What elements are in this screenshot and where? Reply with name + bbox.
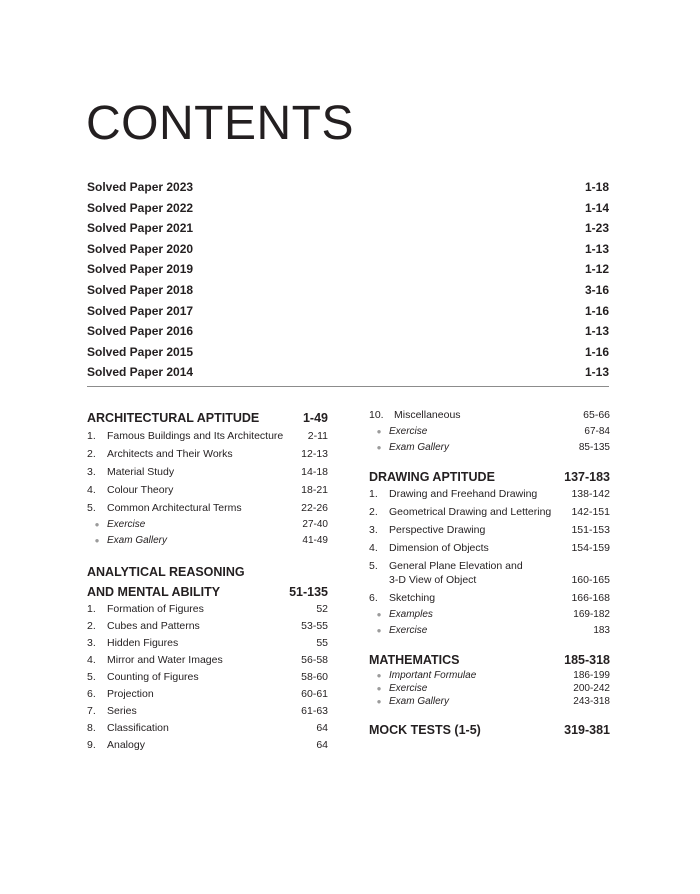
sub-item[interactable] xyxy=(87,517,328,533)
list-item[interactable] xyxy=(369,487,610,505)
section-title: AND MENTAL ABILITY xyxy=(87,585,221,599)
item-pages: 160-165 xyxy=(571,574,610,586)
item-pages: 166-168 xyxy=(571,592,610,604)
solved-paper-pages: 1-23 xyxy=(584,221,609,236)
solved-paper-label: Solved Paper 2015 xyxy=(87,344,194,359)
item-pages: 142-151 xyxy=(571,506,610,518)
section-title: MATHEMATICS xyxy=(369,653,460,667)
list-item[interactable] xyxy=(87,602,328,619)
item-number: 9. xyxy=(87,739,96,751)
bullet-icon: ● xyxy=(376,671,382,680)
item-pages: 2-11 xyxy=(307,430,328,442)
list-item-continued[interactable] xyxy=(369,573,610,591)
solved-paper-label: Solved Paper 2014 xyxy=(87,365,194,380)
item-pages: 14-18 xyxy=(301,466,328,478)
sub-item-label: Exam Gallery xyxy=(389,696,450,707)
solved-paper-pages: 1-14 xyxy=(584,200,609,215)
solved-paper-row[interactable] xyxy=(87,177,609,198)
solved-paper-pages: 1-13 xyxy=(584,241,609,256)
item-pages: 65-66 xyxy=(583,409,610,421)
list-item[interactable] xyxy=(369,408,610,424)
bullet-icon: ● xyxy=(376,610,382,619)
sub-item-pages: 200-242 xyxy=(573,683,610,694)
bullet-icon: ● xyxy=(94,535,100,545)
item-label: Counting of Figures xyxy=(107,671,199,683)
section-heading-drawing[interactable] xyxy=(369,469,610,486)
list-item[interactable] xyxy=(87,670,328,687)
item-number: 6. xyxy=(87,688,96,700)
section-divider xyxy=(87,386,609,387)
item-label: Architects and Their Works xyxy=(107,448,233,460)
item-label: Cubes and Patterns xyxy=(107,620,200,632)
item-pages: 61-63 xyxy=(301,705,328,717)
sub-item-pages: 243-318 xyxy=(573,696,610,707)
sub-item[interactable] xyxy=(87,533,328,549)
page-title: CONTENTS xyxy=(86,97,354,150)
item-label: Projection xyxy=(107,688,154,700)
item-label: Common Architectural Terms xyxy=(107,502,242,514)
item-number: 1. xyxy=(369,488,378,500)
item-pages: 55 xyxy=(316,637,328,649)
item-number: 3. xyxy=(87,637,96,649)
sub-item-pages: 67-84 xyxy=(584,426,610,437)
solved-paper-pages: 1-13 xyxy=(584,324,609,339)
bullet-icon: ● xyxy=(376,697,382,706)
sub-item[interactable] xyxy=(369,695,610,708)
list-item[interactable] xyxy=(87,501,328,517)
item-label: 3-D View of Object xyxy=(389,574,477,586)
item-label: Colour Theory xyxy=(107,484,174,496)
section-heading-mathematics[interactable] xyxy=(369,652,610,669)
item-number: 8. xyxy=(87,722,96,734)
sub-item-label: Exercise xyxy=(107,519,146,530)
item-pages: 64 xyxy=(316,739,328,751)
item-pages: 64 xyxy=(316,722,328,734)
list-item[interactable] xyxy=(87,653,328,670)
item-pages: 52 xyxy=(316,603,328,615)
solved-paper-label: Solved Paper 2022 xyxy=(87,200,194,215)
left-column xyxy=(87,408,328,755)
item-label: Hidden Figures xyxy=(107,637,179,649)
item-pages: 151-153 xyxy=(571,524,610,536)
list-item[interactable] xyxy=(87,738,328,755)
item-number: 5. xyxy=(87,671,96,683)
list-item[interactable] xyxy=(87,704,328,721)
solved-paper-row[interactable] xyxy=(87,259,609,280)
sub-item-label: Exercise xyxy=(389,683,428,694)
sub-item[interactable] xyxy=(369,607,610,623)
solved-paper-label: Solved Paper 2018 xyxy=(87,282,194,297)
item-number: 2. xyxy=(369,506,378,518)
item-pages: 22-26 xyxy=(301,502,328,514)
item-label: Miscellaneous xyxy=(394,409,461,421)
solved-paper-row[interactable] xyxy=(87,198,609,219)
item-label: Mirror and Water Images xyxy=(107,654,223,666)
section-heading-analytical[interactable] xyxy=(87,563,328,581)
list-item[interactable] xyxy=(87,687,328,704)
sub-item[interactable] xyxy=(369,682,610,695)
section-pages: 185-318 xyxy=(564,653,610,667)
sub-item[interactable] xyxy=(369,424,610,440)
solved-paper-label: Solved Paper 2021 xyxy=(87,221,194,236)
sub-item[interactable] xyxy=(369,669,610,682)
sub-item-label: Exercise xyxy=(389,624,428,636)
item-label: Classification xyxy=(107,722,169,734)
sub-item-label: Exam Gallery xyxy=(389,441,450,453)
sub-item[interactable] xyxy=(369,623,610,639)
sub-item-label: Exam Gallery xyxy=(107,534,168,546)
item-pages: 12-13 xyxy=(301,448,328,460)
solved-paper-pages: 1-13 xyxy=(584,365,609,380)
item-number: 6. xyxy=(369,592,378,604)
list-item[interactable] xyxy=(369,541,610,559)
section-heading-analytical-line2[interactable] xyxy=(87,583,328,601)
solved-paper-row[interactable] xyxy=(87,301,609,322)
item-number: 3. xyxy=(369,524,378,536)
item-pages: 58-60 xyxy=(301,671,328,683)
section-title: ARCHITECTURAL APTITUDE xyxy=(87,411,260,425)
item-pages: 138-142 xyxy=(571,488,610,500)
sub-item-pages: 186-199 xyxy=(573,670,610,681)
item-label: Series xyxy=(107,705,137,717)
item-label: Dimension of Objects xyxy=(389,542,489,554)
sub-item[interactable] xyxy=(369,440,610,456)
item-pages: 60-61 xyxy=(301,688,328,700)
solved-paper-row[interactable] xyxy=(87,342,609,363)
list-item[interactable] xyxy=(87,483,328,501)
solved-paper-label: Solved Paper 2016 xyxy=(87,324,194,339)
item-number: 2. xyxy=(87,620,96,632)
item-number: 4. xyxy=(369,542,378,554)
item-label: Formation of Figures xyxy=(107,603,204,615)
section-heading-architectural[interactable] xyxy=(87,410,328,427)
item-number: 4. xyxy=(87,484,96,496)
item-pages: 53-55 xyxy=(301,620,328,632)
section-title: MOCK TESTS (1-5) xyxy=(369,723,481,737)
list-item[interactable] xyxy=(87,429,328,447)
solved-papers-list xyxy=(87,177,609,383)
sub-item-pages: 183 xyxy=(593,624,610,636)
list-item[interactable] xyxy=(87,465,328,483)
section-title: DRAWING APTITUDE xyxy=(369,470,495,484)
item-label: General Plane Elevation and xyxy=(389,560,523,572)
sub-item-label: Examples xyxy=(389,609,433,620)
item-label: Geometrical Drawing and Lettering xyxy=(389,506,552,518)
section-pages: 319-381 xyxy=(564,723,610,737)
item-label: Analogy xyxy=(107,739,145,751)
item-number: 10. xyxy=(369,409,384,421)
section-pages: 137-183 xyxy=(564,470,610,484)
item-label: Perspective Drawing xyxy=(389,524,486,536)
item-number: 1. xyxy=(87,603,96,615)
sub-item-label: Important Formulae xyxy=(389,670,477,681)
section-pages: 51-135 xyxy=(289,585,328,599)
sub-item-pages: 85-135 xyxy=(578,441,610,453)
section-heading-mock-tests[interactable] xyxy=(369,722,610,739)
item-pages: 154-159 xyxy=(571,542,610,554)
section-pages: 1-49 xyxy=(302,411,328,425)
solved-paper-pages: 1-12 xyxy=(584,262,609,277)
item-label: Sketching xyxy=(389,592,436,604)
list-item[interactable] xyxy=(369,523,610,541)
item-number: 4. xyxy=(87,654,96,666)
solved-paper-label: Solved Paper 2019 xyxy=(87,262,194,277)
solved-paper-row[interactable] xyxy=(87,280,609,301)
item-label: Material Study xyxy=(107,466,175,478)
item-number: 5. xyxy=(87,502,96,514)
list-item[interactable] xyxy=(369,559,610,573)
item-number: 3. xyxy=(87,466,96,478)
solved-paper-row[interactable] xyxy=(87,362,609,383)
list-item[interactable] xyxy=(87,721,328,738)
item-pages: 56-58 xyxy=(301,654,328,666)
bullet-icon: ● xyxy=(376,625,382,635)
item-label: Drawing and Freehand Drawing xyxy=(389,488,538,500)
solved-paper-pages: 1-16 xyxy=(584,303,609,318)
sub-item-pages: 27-40 xyxy=(302,519,328,530)
bullet-icon: ● xyxy=(376,427,382,436)
list-item[interactable] xyxy=(87,447,328,465)
list-item[interactable] xyxy=(369,591,610,607)
list-item[interactable] xyxy=(87,619,328,636)
bullet-icon: ● xyxy=(376,442,382,452)
solved-paper-row[interactable] xyxy=(87,218,609,239)
sub-item-label: Exercise xyxy=(389,426,428,437)
item-number: 5. xyxy=(369,560,378,572)
solved-paper-pages: 3-16 xyxy=(584,282,609,297)
solved-paper-row[interactable] xyxy=(87,239,609,260)
solved-paper-label: Solved Paper 2017 xyxy=(87,303,194,318)
solved-paper-row[interactable] xyxy=(87,321,609,342)
solved-paper-pages: 1-16 xyxy=(584,344,609,359)
sub-item-pages: 41-49 xyxy=(302,534,328,546)
right-column xyxy=(369,408,610,739)
section-title: ANALYTICAL REASONING xyxy=(87,565,245,579)
solved-paper-label: Solved Paper 2023 xyxy=(87,180,194,194)
sub-item-pages: 169-182 xyxy=(573,609,610,620)
bullet-icon: ● xyxy=(376,684,382,693)
list-item[interactable] xyxy=(369,505,610,523)
bullet-icon: ● xyxy=(94,520,100,529)
solved-paper-label: Solved Paper 2020 xyxy=(87,241,194,256)
item-number: 1. xyxy=(87,430,96,442)
solved-paper-pages: 1-18 xyxy=(584,180,609,194)
list-item[interactable] xyxy=(87,636,328,653)
item-number: 7. xyxy=(87,705,96,717)
item-number: 2. xyxy=(87,448,96,460)
item-label: Famous Buildings and Its Architecture xyxy=(107,430,284,442)
item-pages: 18-21 xyxy=(301,484,328,496)
